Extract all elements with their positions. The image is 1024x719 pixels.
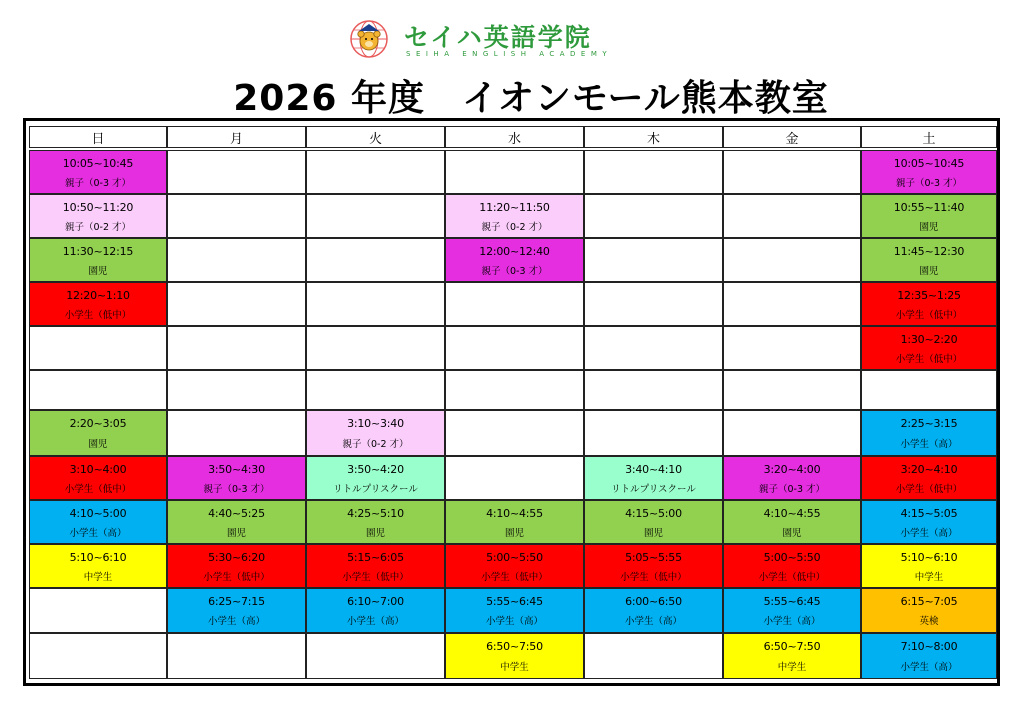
empty-cell [584, 633, 723, 679]
page-title: 2026 年度 イオンモール熊本教室 [233, 78, 829, 119]
class-time: 1:30~2:20 [900, 332, 958, 346]
class-slot [306, 588, 445, 633]
class-time: 4:10~5:00 [69, 506, 127, 520]
class-slot [445, 194, 584, 238]
class-slot [584, 544, 723, 588]
class-slot [29, 410, 167, 456]
class-name: 親子（0-3 才） [758, 483, 826, 495]
class-time: 3:40~4:10 [625, 462, 682, 476]
empty-cell [306, 150, 445, 194]
class-slot [445, 500, 584, 544]
class-time: 10:05~10:45 [62, 156, 134, 170]
class-name: 親子（0-3 才） [895, 177, 963, 189]
class-name: 小学生（高） [69, 527, 127, 539]
class-slot [861, 500, 997, 544]
class-slot [861, 326, 997, 370]
class-name: 中学生 [500, 662, 529, 673]
logo-subtitle: SEIHA ENGLISH ACADEMY [406, 50, 613, 58]
day-header: 日 [29, 126, 167, 148]
logo-name: セイハ英語学院 [404, 23, 592, 52]
empty-cell [306, 633, 445, 679]
class-slot [306, 544, 445, 588]
class-time: 10:05~10:45 [893, 156, 965, 170]
empty-cell [584, 326, 723, 370]
class-time: 12:35~1:25 [897, 288, 961, 302]
class-slot [861, 410, 997, 456]
empty-cell [167, 370, 306, 410]
empty-cell [306, 282, 445, 326]
day-header: 土 [861, 126, 997, 148]
class-name: 小学生（高） [485, 616, 543, 628]
class-time: 7:10~8:00 [900, 640, 958, 653]
empty-cell [723, 326, 861, 370]
empty-cell [723, 282, 861, 326]
class-time: 3:10~4:00 [69, 462, 127, 476]
class-time: 5:55~6:45 [763, 594, 821, 608]
class-name: 小学生（高） [763, 616, 821, 628]
empty-cell [445, 326, 584, 370]
class-slot [861, 150, 997, 194]
class-name: 中学生 [83, 571, 113, 583]
empty-cell [723, 150, 861, 194]
class-slot [861, 633, 997, 679]
class-slot [723, 500, 861, 544]
class-slot [861, 456, 997, 500]
class-name: 中学生 [914, 571, 944, 583]
empty-cell [167, 194, 306, 238]
class-time: 5:55~6:45 [486, 594, 543, 608]
class-slot [445, 633, 584, 679]
empty-cell [167, 238, 306, 282]
class-slot [29, 544, 167, 588]
class-time: 2:25~3:15 [900, 417, 958, 430]
class-slot [861, 282, 997, 326]
class-time: 12:20~1:10 [66, 288, 130, 302]
class-name: 小学生（低中） [758, 571, 826, 583]
empty-cell [584, 282, 723, 326]
empty-cell [29, 370, 167, 410]
empty-cell [445, 282, 584, 326]
empty-cell [584, 370, 723, 410]
class-name: 小学生（低中） [620, 571, 687, 583]
class-slot [29, 238, 167, 282]
class-slot [167, 500, 306, 544]
class-time: 6:50~7:50 [763, 640, 821, 653]
class-name: 親子（0-2 才） [481, 221, 548, 233]
class-slot [167, 588, 306, 633]
class-name: 園児 [919, 265, 939, 277]
class-slot [29, 500, 167, 544]
class-name: 小学生（高） [346, 616, 404, 628]
class-time: 6:25~7:15 [208, 594, 265, 608]
class-slot [167, 456, 306, 500]
class-time: 3:20~4:00 [763, 462, 821, 476]
empty-cell [167, 410, 306, 456]
logo [346, 16, 646, 62]
empty-cell [306, 194, 445, 238]
empty-cell [584, 194, 723, 238]
empty-cell [306, 326, 445, 370]
class-slot [861, 238, 997, 282]
day-header: 月 [167, 126, 306, 148]
class-name: 小学生（低中） [481, 571, 548, 583]
class-slot [445, 588, 584, 633]
class-name: 園児 [365, 527, 385, 539]
class-time: 3:10~3:40 [347, 417, 404, 430]
class-time: 4:25~5:10 [347, 506, 404, 520]
empty-cell [723, 238, 861, 282]
class-name: 小学生（低中） [895, 483, 963, 495]
class-time: 5:00~5:50 [486, 550, 543, 564]
empty-cell [445, 150, 584, 194]
class-name: 中学生 [777, 662, 807, 673]
class-slot [584, 500, 723, 544]
empty-cell [445, 410, 584, 456]
empty-cell [584, 410, 723, 456]
class-time: 6:00~6:50 [625, 594, 682, 608]
class-name: 小学生（高） [900, 662, 958, 673]
class-slot [167, 544, 306, 588]
class-time: 3:20~4:10 [900, 462, 958, 476]
class-name: 親子（0-3 才） [203, 483, 270, 495]
class-name: リトルプリスクール [611, 483, 696, 495]
class-name: 園児 [226, 527, 246, 539]
class-name: 小学生（低中） [895, 353, 963, 365]
class-time: 6:10~7:00 [347, 594, 404, 608]
schedule-table [23, 118, 1000, 686]
class-slot [723, 544, 861, 588]
day-header: 火 [306, 126, 445, 148]
empty-cell [29, 326, 167, 370]
class-slot [861, 588, 997, 633]
class-slot [306, 410, 445, 456]
class-name: 園児 [88, 439, 108, 450]
class-slot [723, 633, 861, 679]
day-header: 水 [445, 126, 584, 148]
class-time: 3:50~4:30 [208, 462, 265, 476]
empty-cell [723, 410, 861, 456]
class-time: 10:55~11:40 [893, 200, 965, 214]
class-name: リトルプリスクール [333, 483, 418, 495]
class-name: 親子（0-3 才） [481, 265, 548, 277]
class-slot [861, 194, 997, 238]
class-time: 2:20~3:05 [69, 417, 127, 430]
class-slot [584, 456, 723, 500]
empty-cell [584, 150, 723, 194]
class-name: 園児 [782, 527, 802, 539]
class-time: 4:40~5:25 [208, 506, 265, 520]
class-time: 5:10~6:10 [69, 550, 127, 564]
class-time: 10:50~11:20 [62, 200, 134, 214]
empty-cell [29, 633, 167, 679]
class-name: 園児 [919, 221, 939, 233]
empty-cell [167, 150, 306, 194]
class-name: 小学生（高） [207, 616, 265, 628]
class-time: 11:20~11:50 [479, 200, 550, 214]
class-name: 小学生（高） [624, 616, 682, 628]
class-slot [584, 588, 723, 633]
class-name: 園児 [504, 527, 524, 539]
class-name: 親子（0-2 才） [342, 439, 409, 450]
class-time: 12:00~12:40 [479, 244, 550, 258]
class-time: 5:30~6:20 [208, 550, 265, 564]
class-slot [29, 282, 167, 326]
class-slot [723, 588, 861, 633]
empty-cell [584, 238, 723, 282]
class-name: 園児 [88, 265, 108, 277]
class-slot [29, 456, 167, 500]
empty-cell [167, 282, 306, 326]
class-time: 6:50~7:50 [486, 640, 543, 653]
empty-cell [723, 194, 861, 238]
class-time: 5:00~5:50 [763, 550, 821, 564]
class-time: 11:45~12:30 [893, 244, 965, 258]
class-time: 3:50~4:20 [347, 462, 404, 476]
empty-cell [723, 370, 861, 410]
day-header: 金 [723, 126, 861, 148]
class-name: 親子（0-3 才） [64, 177, 132, 189]
class-name: 園児 [643, 527, 663, 539]
empty-cell [167, 633, 306, 679]
class-slot [861, 544, 997, 588]
class-name: 小学生（高） [900, 439, 958, 450]
class-slot [445, 544, 584, 588]
day-header: 木 [584, 126, 723, 148]
class-time: 11:30~12:15 [62, 244, 134, 258]
class-time: 4:10~4:55 [486, 506, 543, 520]
class-slot [445, 238, 584, 282]
class-time: 5:05~5:55 [625, 550, 682, 564]
class-time: 5:10~6:10 [900, 550, 958, 564]
empty-cell [167, 326, 306, 370]
class-slot [29, 150, 167, 194]
class-time: 4:15~5:05 [900, 506, 958, 520]
empty-cell [861, 370, 997, 410]
class-time: 4:15~5:00 [625, 506, 682, 520]
class-slot [723, 456, 861, 500]
class-slot [306, 500, 445, 544]
class-time: 4:10~4:55 [763, 506, 821, 520]
bear-globe-logo-icon [346, 18, 392, 58]
class-name: 小学生（低中） [64, 483, 132, 495]
empty-cell [306, 238, 445, 282]
class-name: 小学生（低中） [342, 571, 409, 583]
class-name: 親子（0-2 才） [64, 221, 132, 233]
empty-cell [445, 370, 584, 410]
class-name: 小学生（低中） [203, 571, 270, 583]
empty-cell [306, 370, 445, 410]
class-name: 小学生（低中） [895, 309, 963, 321]
class-name: 小学生（高） [900, 527, 958, 539]
class-time: 5:15~6:05 [347, 550, 404, 564]
empty-cell [445, 456, 584, 500]
class-slot [29, 194, 167, 238]
class-slot [306, 456, 445, 500]
empty-cell [29, 588, 167, 633]
class-name: 小学生（低中） [64, 309, 132, 321]
class-name: 英検 [919, 616, 939, 628]
class-time: 6:15~7:05 [900, 594, 958, 608]
